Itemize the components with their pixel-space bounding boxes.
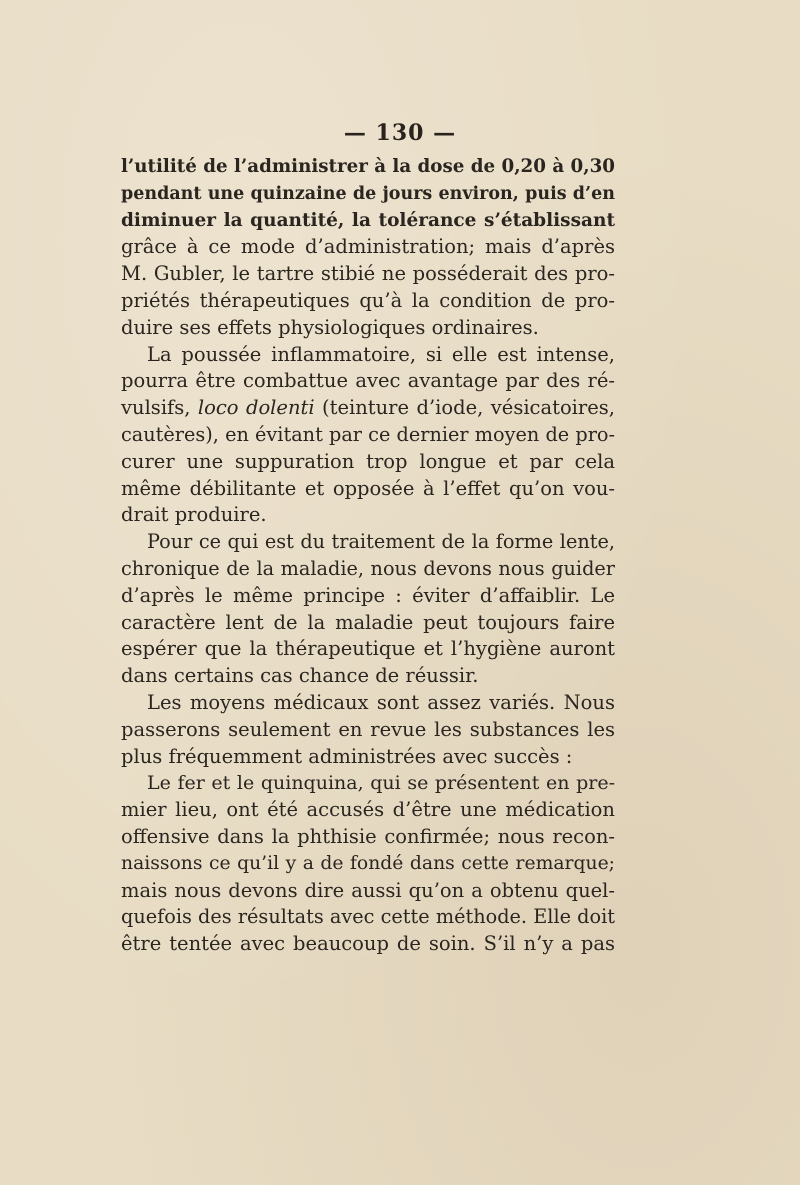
text-segment: (teinture d’iode, vésicatoires, bbox=[314, 396, 615, 420]
text-line: diminuer la quantité, la tolérance s’établissant bbox=[121, 209, 615, 231]
text-line: quefois des résultats avec cette méthode. Elle doit bbox=[121, 905, 615, 929]
text-line: chronique de la maladie, nous devons nous guider bbox=[121, 556, 615, 580]
text-line: passerons seulement en revue les substances les bbox=[121, 717, 615, 741]
text-line: drait produire. bbox=[121, 503, 267, 527]
text-line: l’utilité de l’administrer à la dose de 0,20 à 0,30 bbox=[121, 156, 615, 177]
text-segment: vulsifs, bbox=[121, 396, 198, 420]
text-line: offensive dans la phthisie confirmée; nous recon- bbox=[121, 824, 615, 848]
text-line: même débilitante et opposée à l’effet qu’on vou- bbox=[121, 476, 615, 500]
text-line: Les moyens médicaux sont assez variés. Nous bbox=[147, 690, 615, 714]
text-line: caractère lent de la maladie peut toujours faire bbox=[121, 610, 615, 634]
text-line: M. Gubler, le tartre stibié ne posséderait des pro- bbox=[121, 262, 615, 286]
text-line: être tentée avec beaucoup de soin. S’il n’y a pas bbox=[121, 932, 615, 956]
text-line: naissons ce qu’il y a de fondé dans cette remarque; bbox=[121, 852, 615, 874]
text-line: plus fréquemment administrées avec succès : bbox=[121, 744, 573, 768]
page-number: — 130 — bbox=[343, 120, 457, 146]
text-line: duire ses effets physiologiques ordinaires. bbox=[121, 315, 539, 339]
text-line: Le fer et le quinquina, qui se présentent en pre- bbox=[147, 772, 615, 795]
text-line: pourra être combattue avec avantage par des ré- bbox=[121, 369, 615, 393]
text-line: espérer que la thérapeutique et l’hygiène auront bbox=[121, 637, 615, 661]
text-line: mais nous devons dire aussi qu’on a obtenu quel- bbox=[121, 878, 615, 902]
body-text bbox=[121, 154, 615, 958]
text-line: curer une suppuration trop longue et par cela bbox=[121, 449, 615, 473]
text-line: cautères), en évitant par ce dernier moyen de pro- bbox=[121, 422, 615, 446]
text-line: mier lieu, ont été accusés d’être une médication bbox=[121, 798, 615, 822]
text-line: La poussée inflammatoire, si elle est intense, bbox=[147, 342, 615, 366]
text-line: pendant une quinzaine de jours environ, puis d’en bbox=[121, 183, 615, 204]
italic-phrase: loco dolenti bbox=[197, 396, 315, 420]
text-line: dans certains cas chance de réussir. bbox=[121, 664, 479, 688]
text-line: priétés thérapeutiques qu’à la condition de pro- bbox=[121, 288, 615, 312]
text-line: grâce à ce mode d’administration; mais d’après bbox=[121, 235, 615, 259]
text-line: Pour ce qui est du traitement de la forme lente, bbox=[147, 530, 615, 554]
text-line: d’après le même principe : éviter d’affaiblir. Le bbox=[121, 583, 615, 607]
text-line bbox=[121, 395, 615, 422]
